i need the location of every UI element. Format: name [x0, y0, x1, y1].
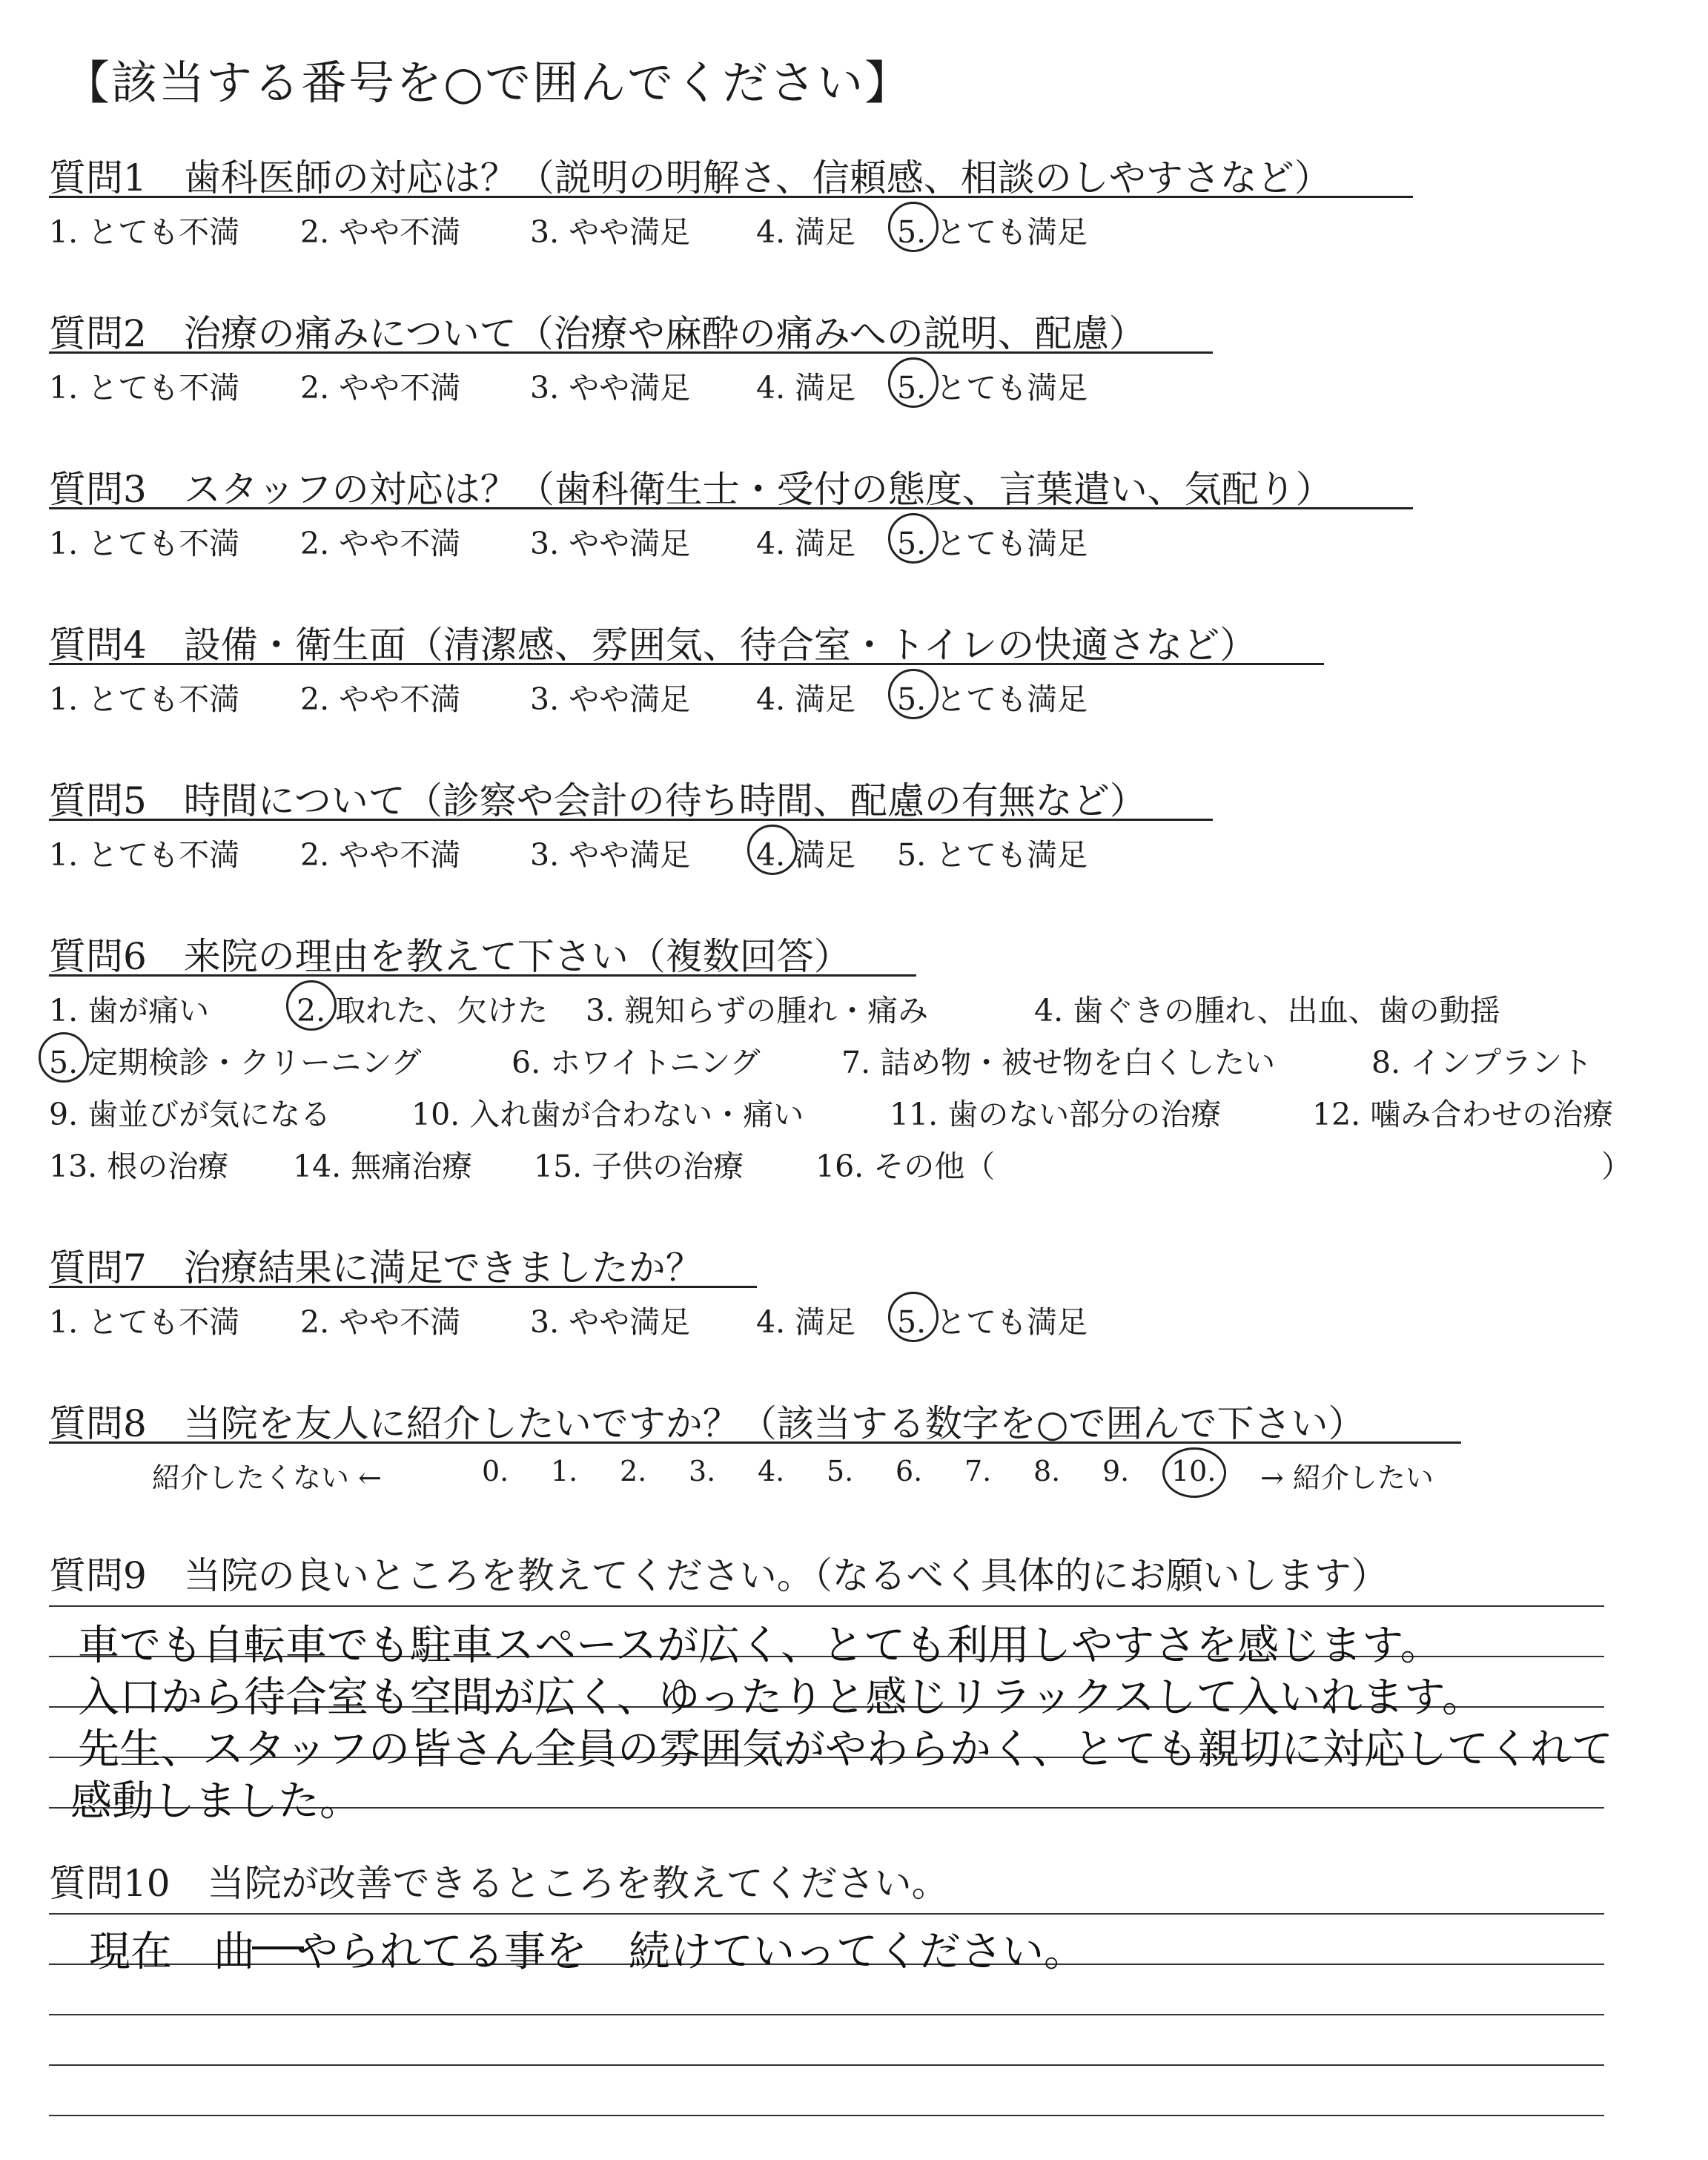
q4-option-4[interactable]: 4. 満足 [756, 681, 856, 717]
q2-underline [49, 351, 1213, 354]
q9-answer-line: 入口から待合室も空間が広く、ゆったりと感じリラックスして入いれます。 [78, 1674, 1484, 1722]
q4-option-1[interactable]: 1. とても不満 [49, 681, 240, 717]
q8-scale-3[interactable]: 3. [689, 1455, 716, 1487]
q5-option-2[interactable]: 2. やや不満 [300, 837, 461, 873]
page-header: 【該当する番号を○で囲んでください】 [64, 56, 913, 110]
q5-title: 質問5 時間について（診察や会計の待ち時間、配慮の有無など） [49, 779, 1147, 822]
q8-title: 質問8 当院を友人に紹介したいですか？（該当する数字を○で囲んで下さい） [49, 1402, 1366, 1445]
q5-options-row [49, 830, 1235, 875]
q8-scale-10[interactable]: 10. [1171, 1455, 1217, 1487]
q7-option-4[interactable]: 4. 満足 [756, 1304, 856, 1340]
q8-scale-5[interactable]: 5. [827, 1455, 854, 1487]
q7-option-2[interactable]: 2. やや不満 [300, 1304, 461, 1340]
q7-option-3[interactable]: 3. やや満足 [530, 1304, 691, 1340]
q6-option[interactable]: 6. ホワイトニング [512, 1045, 761, 1080]
q8-underline [49, 1441, 1461, 1444]
q8-scale-0[interactable]: 0. [482, 1455, 509, 1487]
q1-option-1[interactable]: 1. とても不満 [49, 214, 240, 250]
answer-rule [49, 1913, 1604, 1915]
q8-selected-circle [1162, 1447, 1226, 1498]
q8-scale-4[interactable]: 4. [758, 1455, 785, 1487]
q9-answer-line: 感動しました。 [70, 1777, 361, 1826]
q6-option[interactable]: 13. 根の治療 [49, 1149, 229, 1184]
q6-option[interactable]: 3. 親知らずの腫れ・痛み [586, 993, 929, 1028]
q9-title: 質問9 当院の良いところを教えてください。（なるべく具体的にお願いします） [49, 1554, 1388, 1597]
q6-option[interactable]: 5. 定期検診・クリーニング [49, 1045, 422, 1080]
q4-title: 質問4 設備・衛生面（清潔感、雰囲気、待合室・トイレの快適さなど） [49, 624, 1257, 667]
q8-right-label: → 紹介したい [1260, 1462, 1434, 1494]
q6-option[interactable]: 4. 歯ぐきの腫れ、出血、歯の動揺 [1034, 993, 1500, 1028]
q6-option[interactable]: 7. 詰め物・被せ物を白くしたい [841, 1045, 1276, 1080]
q2-options-row [49, 363, 1235, 408]
q6-option[interactable]: 11. 歯のない部分の治療 [890, 1097, 1222, 1132]
q4-selected-circle [888, 669, 939, 719]
q4-underline [49, 663, 1324, 665]
q5-option-4[interactable]: 4. 満足 [756, 837, 856, 873]
q2-option-1[interactable]: 1. とても不満 [49, 370, 240, 406]
q5-option-1[interactable]: 1. とても不満 [49, 837, 240, 873]
q4-option-5[interactable]: 5. とても満足 [897, 681, 1088, 717]
q1-selected-circle [888, 202, 939, 252]
q6-option[interactable]: 2. 取れた、欠けた [297, 993, 549, 1028]
q3-options-row [49, 519, 1235, 564]
q2-title: 質問2 治療の痛みについて（治療や麻酔の痛みへの説明、配慮） [49, 312, 1146, 355]
q7-underline [49, 1286, 757, 1288]
q2-option-2[interactable]: 2. やや不満 [300, 370, 461, 406]
q8-scale-7[interactable]: 7. [964, 1455, 992, 1487]
q6-underline [49, 974, 916, 977]
q7-options-row [49, 1298, 1235, 1342]
q5-selected-circle [747, 825, 798, 875]
q6-option[interactable]: 1. 歯が痛い [49, 993, 210, 1028]
q3-option-3[interactable]: 3. やや満足 [530, 526, 691, 561]
q3-option-4[interactable]: 4. 満足 [756, 526, 856, 561]
q6-option[interactable]: 10. 入れ歯が合わない・痛い [411, 1097, 804, 1132]
q4-options-row [49, 675, 1235, 719]
q6-selected-circle [39, 1032, 89, 1083]
q2-selected-circle [888, 357, 939, 408]
q5-option-5[interactable]: 5. とても満足 [897, 837, 1088, 873]
answer-rule [49, 2115, 1604, 2116]
q10-title: 質問10 当院が改善できるところを教えてください。 [49, 1862, 949, 1905]
q7-selected-circle [888, 1292, 939, 1342]
q8-scale-9[interactable]: 9. [1102, 1455, 1130, 1487]
q6-title: 質問6 来院の理由を教えて下さい（複数回答） [49, 935, 851, 978]
q5-option-3[interactable]: 3. やや満足 [530, 837, 691, 873]
q6-option[interactable]: 14. 無痛治療 [293, 1149, 473, 1184]
answer-rule [49, 2014, 1604, 2015]
answer-rule [49, 1605, 1604, 1607]
q1-underline [49, 196, 1413, 198]
q3-underline [49, 507, 1413, 509]
q1-option-3[interactable]: 3. やや満足 [530, 214, 691, 250]
answer-rule [49, 2064, 1604, 2066]
q6-option[interactable]: 16. その他（ [815, 1149, 996, 1184]
q6-option[interactable]: 12. 噛み合わせの治療 [1312, 1097, 1614, 1132]
q3-option-2[interactable]: 2. やや不満 [300, 526, 461, 561]
q2-option-3[interactable]: 3. やや満足 [530, 370, 691, 406]
q6-option[interactable]: ） [1601, 1149, 1632, 1184]
q1-option-5[interactable]: 5. とても満足 [897, 214, 1088, 250]
q1-title: 質問1 歯科医師の対応は？（説明の明解さ、信頼感、相談のしやすさなど） [49, 156, 1331, 199]
q3-selected-circle [888, 513, 939, 564]
q3-title: 質問3 スタッフの対応は？（歯科衛生士・受付の態度、言葉遣い、気配り） [49, 468, 1333, 511]
q6-selected-circle [286, 980, 337, 1031]
q5-underline [49, 819, 1213, 821]
q1-options-row [49, 208, 1235, 252]
q10-answer-line: 現在 曲 やられてる事を 続けていってください。 [89, 1928, 1085, 1976]
q8-scale-6[interactable]: 6. [896, 1455, 923, 1487]
q2-option-5[interactable]: 5. とても満足 [897, 370, 1088, 406]
q7-option-1[interactable]: 1. とても不満 [49, 1304, 240, 1340]
q8-scale-1[interactable]: 1. [551, 1455, 578, 1487]
q6-option[interactable]: 8. インプラント [1371, 1045, 1593, 1080]
q9-answer-line: 車でも自転車でも駐車スペースが広く、とても利用しやすさを感じます。 [78, 1622, 1442, 1670]
q8-scale-2[interactable]: 2. [620, 1455, 647, 1487]
q9-answer-line: 先生、スタッフの皆さん全員の雰囲気がやわらかく、とても親切に対応してくれて [78, 1725, 1613, 1774]
q3-option-1[interactable]: 1. とても不満 [49, 526, 240, 561]
q8-scale-8[interactable]: 8. [1033, 1455, 1061, 1487]
q3-option-5[interactable]: 5. とても満足 [897, 526, 1088, 561]
q4-option-3[interactable]: 3. やや満足 [530, 681, 691, 717]
q1-option-2[interactable]: 2. やや不満 [300, 214, 461, 250]
q10-crossed-out-mark [252, 1946, 304, 1949]
q8-left-label: 紹介したくない ← [152, 1462, 382, 1494]
q7-option-5[interactable]: 5. とても満足 [897, 1304, 1088, 1340]
q7-title: 質問7 治療結果に満足できましたか？ [49, 1246, 703, 1289]
q1-option-4[interactable]: 4. 満足 [756, 214, 856, 250]
q2-option-4[interactable]: 4. 満足 [756, 370, 856, 406]
q6-option[interactable]: 9. 歯並びが気になる [49, 1097, 331, 1132]
q4-option-2[interactable]: 2. やや不満 [300, 681, 461, 717]
q6-option[interactable]: 15. 子供の治療 [534, 1149, 744, 1184]
